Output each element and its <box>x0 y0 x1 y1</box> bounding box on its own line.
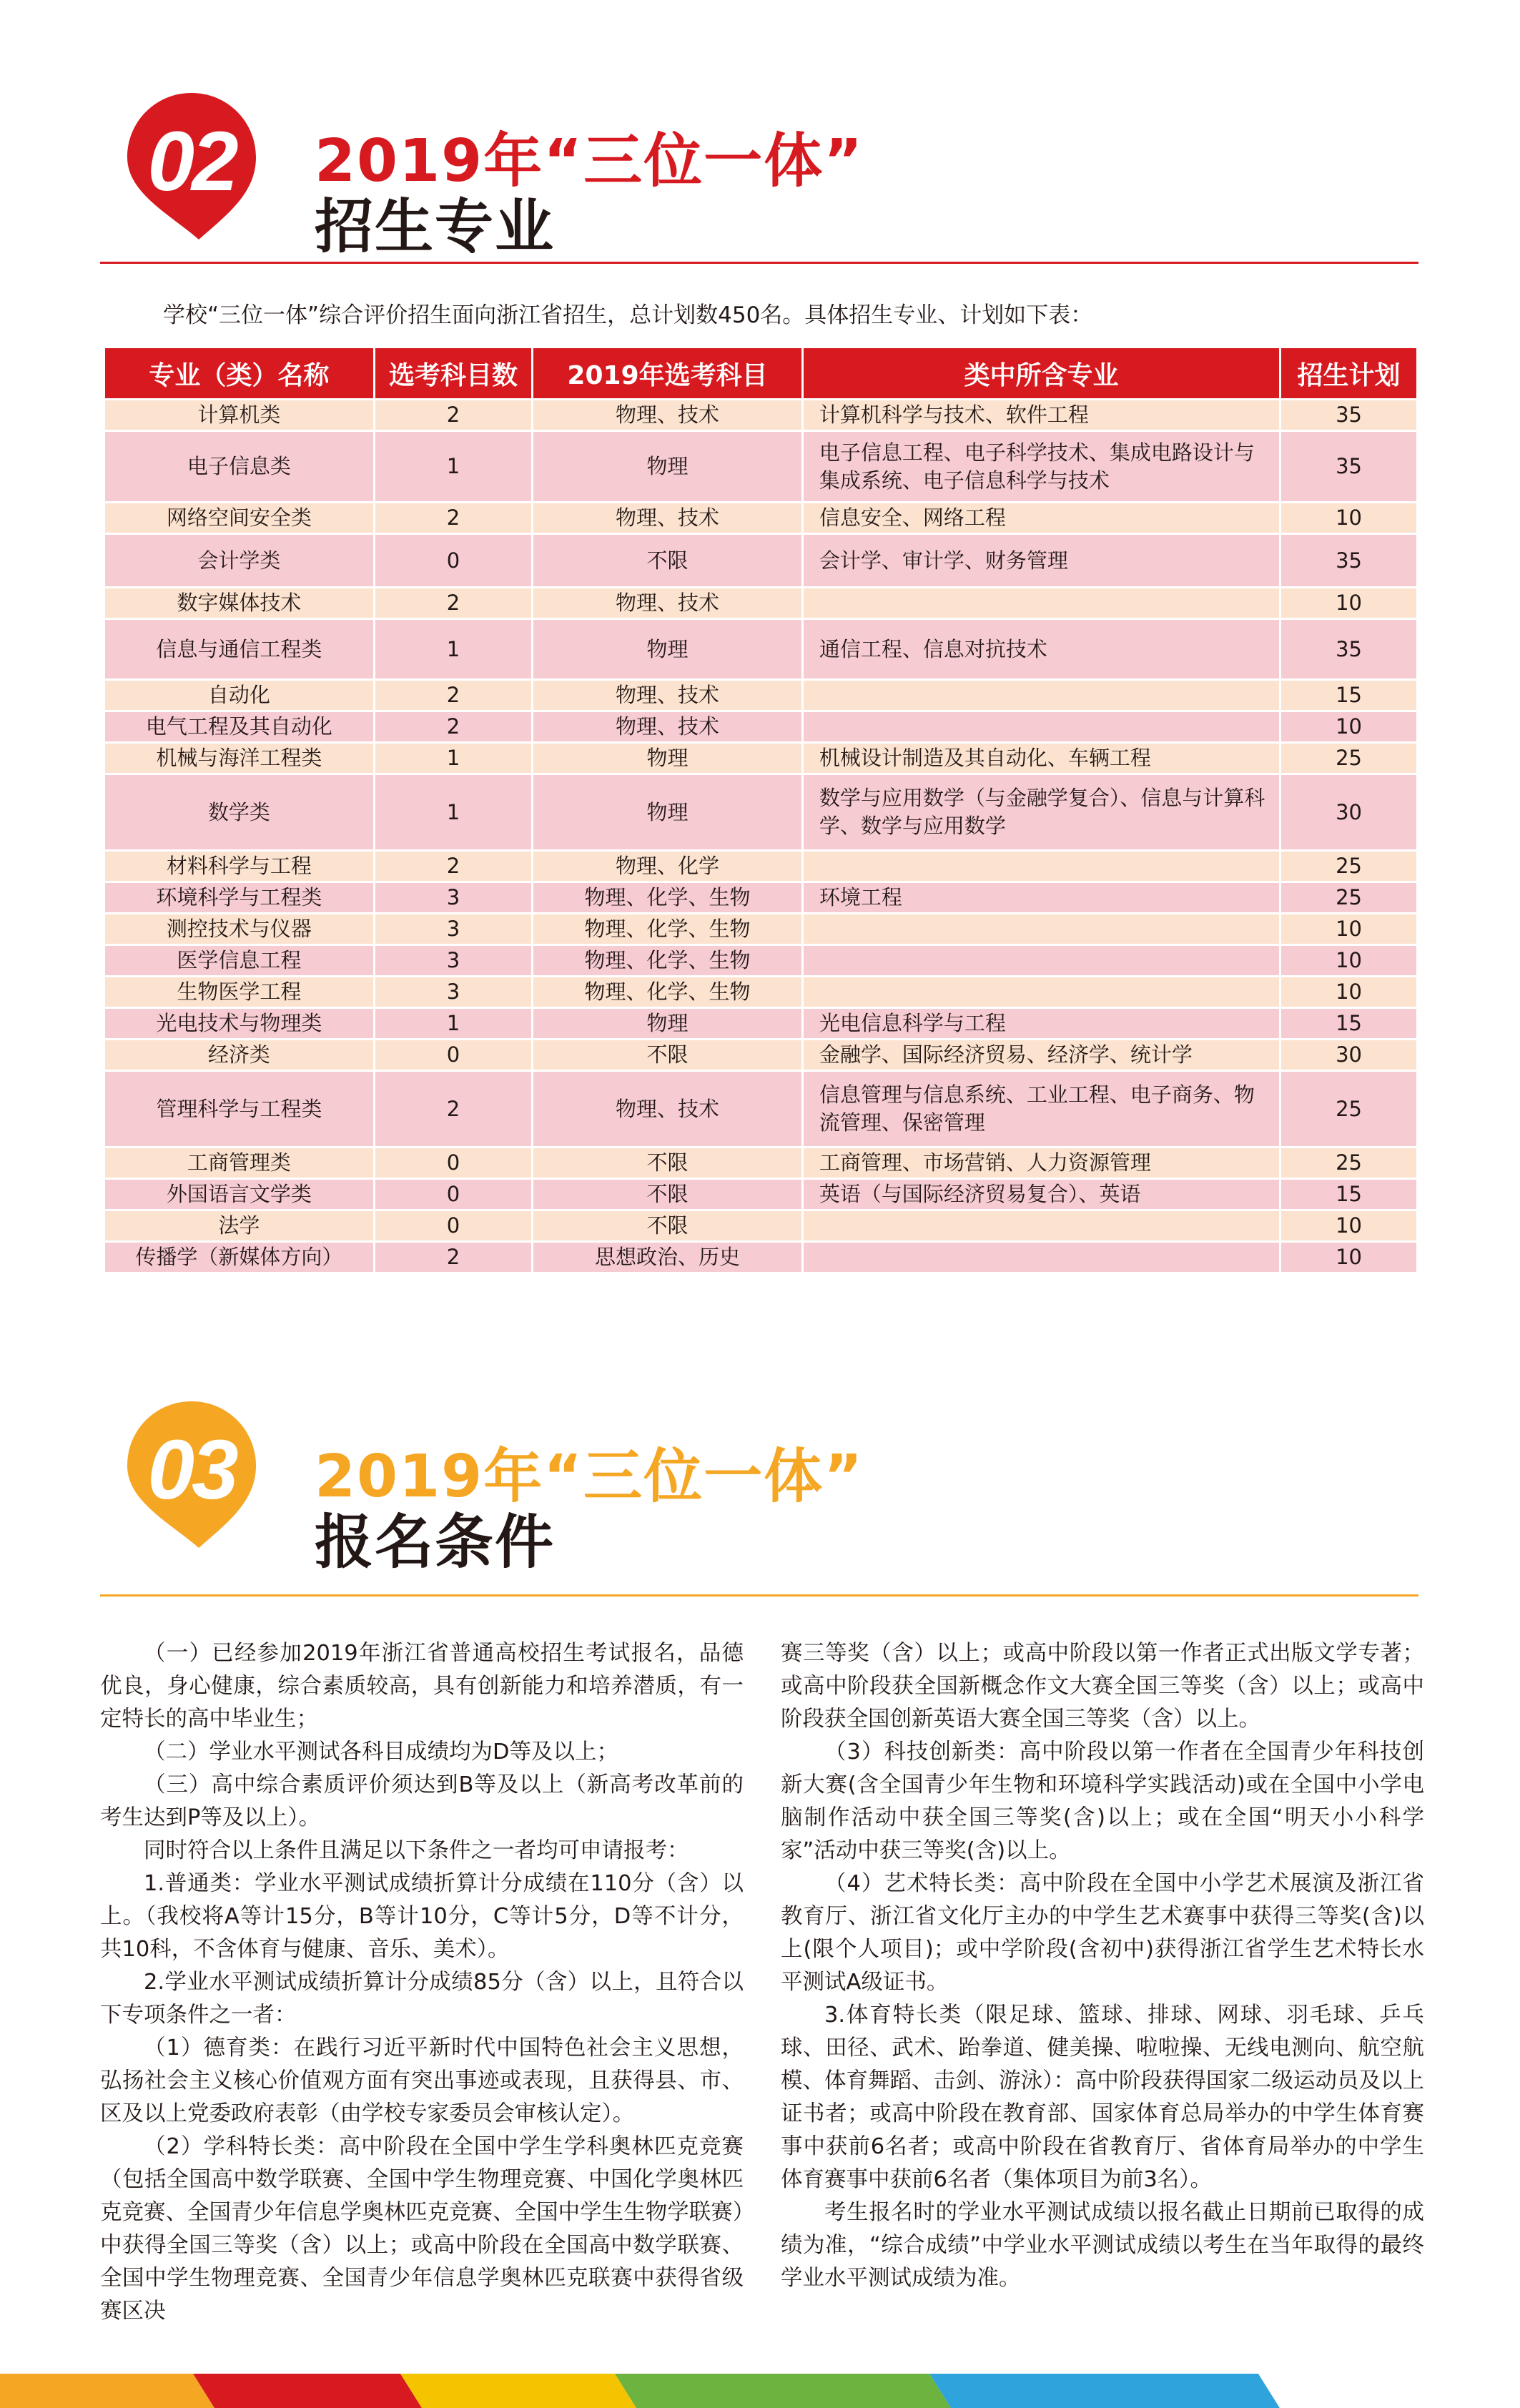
subject-count-cell: 1 <box>375 620 531 679</box>
quota-cell: 10 <box>1281 503 1416 533</box>
table-row <box>105 432 1416 501</box>
subjects-cell: 物理 <box>533 432 801 501</box>
subject-count-cell: 0 <box>375 1148 531 1178</box>
quota-cell: 25 <box>1281 852 1416 881</box>
subject-count-cell: 0 <box>375 1040 531 1070</box>
major-name-cell: 传播学（新媒体方向） <box>105 1243 373 1272</box>
included-majors-cell: 工商管理、市场营销、人力资源管理 <box>804 1148 1279 1178</box>
subject-count-cell: 0 <box>375 535 531 586</box>
condition-paragraph: （2）学科特长类：高中阶段在全国中学生学科奥林匹克竞赛（包括全国高中数学联赛、全国中学生物理竞赛、中国化学奥林匹克竞赛、全国青少年信息学奥林匹克竞赛、全国中学生生物学联赛）中获得全国三等奖（含）以上；或高中阶段在全国高中数学联赛、全国中学生物理竞赛、全国青少年信息学奥林匹克联赛中获得省级赛区决 <box>100 2134 744 2324</box>
table-row <box>105 914 1416 944</box>
subjects-cell: 物理、技术 <box>533 712 801 741</box>
table-row <box>105 1148 1416 1178</box>
included-majors-cell: 会计学、审计学、财务管理 <box>804 535 1279 586</box>
included-majors-cell <box>804 712 1279 741</box>
section-02-number: 02 <box>147 114 236 209</box>
major-name-cell: 材料科学与工程 <box>105 852 373 881</box>
subject-count-cell: 2 <box>375 1072 531 1146</box>
condition-paragraph: 1.普通类：学业水平测试成绩折算计分成绩在110分（含）以上。（我校将A等计15分，B等计10分，C等计5分，D等不计分，共10科，不含体育与健康、音乐、美术）。 <box>100 1871 744 1962</box>
condition-paragraph: （二）学业水平测试各科目成绩均为D等及以上； <box>144 1740 618 1765</box>
decorative-color-stripe <box>0 2352 1520 2408</box>
subjects-cell: 物理、技术 <box>533 588 801 618</box>
quota-cell: 10 <box>1281 977 1416 1007</box>
major-name-cell: 计算机类 <box>105 400 373 430</box>
subjects-cell: 物理 <box>533 744 801 773</box>
table-row <box>105 620 1416 679</box>
included-majors-cell: 数学与应用数学（与金融学复合）、信息与计算科学、数学与应用数学 <box>804 775 1279 849</box>
subjects-cell: 物理、化学、生物 <box>533 914 801 944</box>
included-majors-cell <box>804 977 1279 1007</box>
subjects-cell: 物理 <box>533 620 801 679</box>
major-name-cell: 机械与海洋工程类 <box>105 744 373 773</box>
included-majors-cell <box>804 588 1279 618</box>
table-header-row <box>105 348 1416 398</box>
subject-count-cell: 2 <box>375 712 531 741</box>
table-row <box>105 503 1416 533</box>
section-03-subtitle: 报名条件 <box>315 1509 556 1576</box>
subjects-cell: 不限 <box>533 1040 801 1070</box>
quota-cell: 35 <box>1281 620 1416 679</box>
condition-paragraph: 考生报名时的学业水平测试成绩以报名截止日期前已取得的成绩为准，“综合成绩”中学业水平测试成绩以考生在当年取得的最终学业水平测试成绩为准。 <box>781 2200 1424 2291</box>
table-row <box>105 852 1416 881</box>
major-name-cell: 数学类 <box>105 775 373 849</box>
conditions-right-column <box>781 1637 1424 2295</box>
included-majors-cell <box>804 1243 1279 1272</box>
included-majors-cell: 计算机科学与技术、软件工程 <box>804 400 1279 430</box>
major-name-cell: 法学 <box>105 1211 373 1240</box>
quota-cell: 25 <box>1281 883 1416 912</box>
quota-cell: 10 <box>1281 588 1416 618</box>
section-03-number: 03 <box>147 1423 236 1517</box>
major-name-cell: 经济类 <box>105 1040 373 1070</box>
subject-count-cell: 2 <box>375 1243 531 1272</box>
subjects-cell: 物理、化学、生物 <box>533 946 801 975</box>
subjects-cell: 物理、化学、生物 <box>533 977 801 1007</box>
section-02-badge <box>120 86 277 243</box>
section-03-divider <box>100 1594 1418 1597</box>
condition-paragraph: 赛三等奖（含）以上；或高中阶段以第一作者正式出版文学专著；或高中阶段获全国新概念作文大赛全国三等奖（含）以上；或高中阶段获全国创新英语大赛全国三等奖（含）以上。 <box>781 1641 1424 1732</box>
major-name-cell: 生物医学工程 <box>105 977 373 1007</box>
subject-count-cell: 1 <box>375 775 531 849</box>
section-02-title: 2019年“三位一体” <box>315 127 864 195</box>
subjects-cell: 物理、技术 <box>533 1072 801 1146</box>
subject-count-cell: 1 <box>375 432 531 501</box>
table-row <box>105 1009 1416 1038</box>
quota-cell: 25 <box>1281 744 1416 773</box>
subject-count-cell: 3 <box>375 914 531 944</box>
subjects-cell: 物理、技术 <box>533 681 801 710</box>
subject-count-cell: 2 <box>375 852 531 881</box>
quota-cell: 10 <box>1281 1211 1416 1240</box>
subject-count-cell: 3 <box>375 883 531 912</box>
section-02-divider <box>100 262 1418 264</box>
conditions-left-column <box>100 1637 744 2328</box>
quota-cell: 15 <box>1281 1180 1416 1209</box>
included-majors-cell: 光电信息科学与工程 <box>804 1009 1279 1038</box>
subjects-cell: 思想政治、历史 <box>533 1243 801 1272</box>
subjects-cell: 不限 <box>533 1180 801 1209</box>
subjects-cell: 物理 <box>533 1009 801 1038</box>
quota-cell: 25 <box>1281 1148 1416 1178</box>
major-name-cell: 光电技术与物理类 <box>105 1009 373 1038</box>
table-row <box>105 712 1416 741</box>
subject-count-cell: 0 <box>375 1180 531 1209</box>
col-header-quota: 招生计划 <box>1281 348 1416 398</box>
included-majors-cell: 环境工程 <box>804 883 1279 912</box>
major-name-cell: 电子信息类 <box>105 432 373 501</box>
subject-count-cell: 2 <box>375 681 531 710</box>
quota-cell: 35 <box>1281 400 1416 430</box>
quota-cell: 35 <box>1281 432 1416 501</box>
col-header-subject-count: 选考科目数 <box>375 348 531 398</box>
section-03-badge <box>120 1394 277 1551</box>
quota-cell: 10 <box>1281 946 1416 975</box>
condition-paragraph: 同时符合以上条件且满足以下条件之一者均可申请报考： <box>144 1838 689 1863</box>
major-name-cell: 会计学类 <box>105 535 373 586</box>
table-row <box>105 1072 1416 1146</box>
col-header-major: 专业（类）名称 <box>105 348 373 398</box>
condition-paragraph: 2.学业水平测试成绩折算计分成绩85分（含）以上，且符合以下专项条件之一者： <box>100 1970 744 2028</box>
included-majors-cell: 通信工程、信息对抗技术 <box>804 620 1279 679</box>
subjects-cell: 物理、化学、生物 <box>533 883 801 912</box>
col-header-included-majors: 类中所含专业 <box>804 348 1279 398</box>
major-name-cell: 信息与通信工程类 <box>105 620 373 679</box>
quota-cell: 35 <box>1281 535 1416 586</box>
major-name-cell: 管理科学与工程类 <box>105 1072 373 1146</box>
table-row <box>105 588 1416 618</box>
included-majors-cell <box>804 946 1279 975</box>
subjects-cell: 不限 <box>533 1211 801 1240</box>
subject-count-cell: 2 <box>375 588 531 618</box>
subjects-cell: 物理 <box>533 775 801 849</box>
subjects-cell: 物理、技术 <box>533 400 801 430</box>
quota-cell: 25 <box>1281 1072 1416 1146</box>
major-name-cell: 外国语言文学类 <box>105 1180 373 1209</box>
section-03-title: 2019年“三位一体” <box>315 1443 864 1511</box>
major-name-cell: 测控技术与仪器 <box>105 914 373 944</box>
quota-cell: 10 <box>1281 914 1416 944</box>
included-majors-cell: 信息安全、网络工程 <box>804 503 1279 533</box>
subject-count-cell: 0 <box>375 1211 531 1240</box>
subject-count-cell: 2 <box>375 503 531 533</box>
quota-cell: 10 <box>1281 1243 1416 1272</box>
section-02-subtitle: 招生专业 <box>315 193 556 261</box>
condition-paragraph: （4）艺术特长类：高中阶段在全国中小学艺术展演及浙江省教育厅、浙江省文化厅主办的中学生艺术赛事中获得三等奖(含)以上(限个人项目)；或中学阶段(含初中)获得浙江省学生艺术特长水平测试A级证书。 <box>781 1871 1424 1995</box>
intro-text: 学校“三位一体”综合评价招生面向浙江省招生，总计划数450名。具体招生专业、计划如下表： <box>163 302 1093 328</box>
major-name-cell: 工商管理类 <box>105 1148 373 1178</box>
subject-count-cell: 3 <box>375 977 531 1007</box>
subject-count-cell: 2 <box>375 400 531 430</box>
included-majors-cell: 电子信息工程、电子科学技术、集成电路设计与集成系统、电子信息科学与技术 <box>804 432 1279 501</box>
table-row <box>105 1243 1416 1272</box>
included-majors-cell: 机械设计制造及其自动化、车辆工程 <box>804 744 1279 773</box>
included-majors-cell <box>804 852 1279 881</box>
table-row <box>105 775 1416 849</box>
table-row <box>105 1211 1416 1240</box>
table-row <box>105 535 1416 586</box>
subject-count-cell: 1 <box>375 744 531 773</box>
condition-paragraph: （一）已经参加2019年浙江省普通高校招生考试报名，品德优良，身心健康，综合素质较高，具有创新能力和培养潜质，有一定特长的高中毕业生； <box>100 1641 744 1732</box>
included-majors-cell <box>804 914 1279 944</box>
condition-paragraph: （1）德育类：在践行习近平新时代中国特色社会主义思想，弘扬社会主义核心价值观方面有突出事迹或表现，且获得县、市、区及以上党委政府表彰（由学校专家委员会审核认定）。 <box>100 2036 744 2126</box>
table-row <box>105 744 1416 773</box>
quota-cell: 30 <box>1281 1040 1416 1070</box>
table-row <box>105 400 1416 430</box>
included-majors-cell: 金融学、国际经济贸易、经济学、统计学 <box>804 1040 1279 1070</box>
major-name-cell: 自动化 <box>105 681 373 710</box>
subjects-cell: 物理、技术 <box>533 503 801 533</box>
quota-cell: 15 <box>1281 1009 1416 1038</box>
col-header-subjects: 2019年选考科目 <box>533 348 801 398</box>
major-name-cell: 数字媒体技术 <box>105 588 373 618</box>
condition-paragraph: 3.体育特长类（限足球、篮球、排球、网球、羽毛球、乒乓球、田径、武术、跆拳道、健美操、啦啦操、无线电测向、航空航模、体育舞蹈、击剑、游泳）：高中阶段获得国家二级运动员及以上证书者；或高中阶段在教育部、国家体育总局举办的中学生体育赛事中获前6名者；或高中阶段在省教育厅、省体育局举办的中学生体育赛事中获前6名者（集体项目为前3名）。 <box>781 2003 1424 2192</box>
table-row <box>105 1040 1416 1070</box>
subjects-cell: 物理、化学 <box>533 852 801 881</box>
enrollment-plan-table <box>103 346 1418 1274</box>
subject-count-cell: 1 <box>375 1009 531 1038</box>
major-name-cell: 网络空间安全类 <box>105 503 373 533</box>
table-row <box>105 977 1416 1007</box>
quota-cell: 10 <box>1281 712 1416 741</box>
quota-cell: 30 <box>1281 775 1416 849</box>
major-name-cell: 电气工程及其自动化 <box>105 712 373 741</box>
included-majors-cell <box>804 1211 1279 1240</box>
subject-count-cell: 3 <box>375 946 531 975</box>
table-row <box>105 946 1416 975</box>
major-name-cell: 医学信息工程 <box>105 946 373 975</box>
subjects-cell: 不限 <box>533 535 801 586</box>
table-row <box>105 1180 1416 1209</box>
included-majors-cell <box>804 681 1279 710</box>
table-row <box>105 681 1416 710</box>
included-majors-cell: 英语（与国际经济贸易复合）、英语 <box>804 1180 1279 1209</box>
condition-paragraph: （3）科技创新类：高中阶段以第一作者在全国青少年科技创新大赛(含全国青少年生物和环境科学实践活动)或在全国中小学电脑制作活动中获全国三等奖(含)以上；或在全国“明天小小科学家”活动中获三等奖(含)以上。 <box>781 1740 1424 1863</box>
included-majors-cell: 信息管理与信息系统、工业工程、电子商务、物流管理、保密管理 <box>804 1072 1279 1146</box>
major-name-cell: 环境科学与工程类 <box>105 883 373 912</box>
subjects-cell: 不限 <box>533 1148 801 1178</box>
table-row <box>105 883 1416 912</box>
condition-paragraph: （三）高中综合素质评价须达到B等及以上（新高考改革前的考生达到P等及以上）。 <box>100 1772 744 1830</box>
quota-cell: 15 <box>1281 681 1416 710</box>
